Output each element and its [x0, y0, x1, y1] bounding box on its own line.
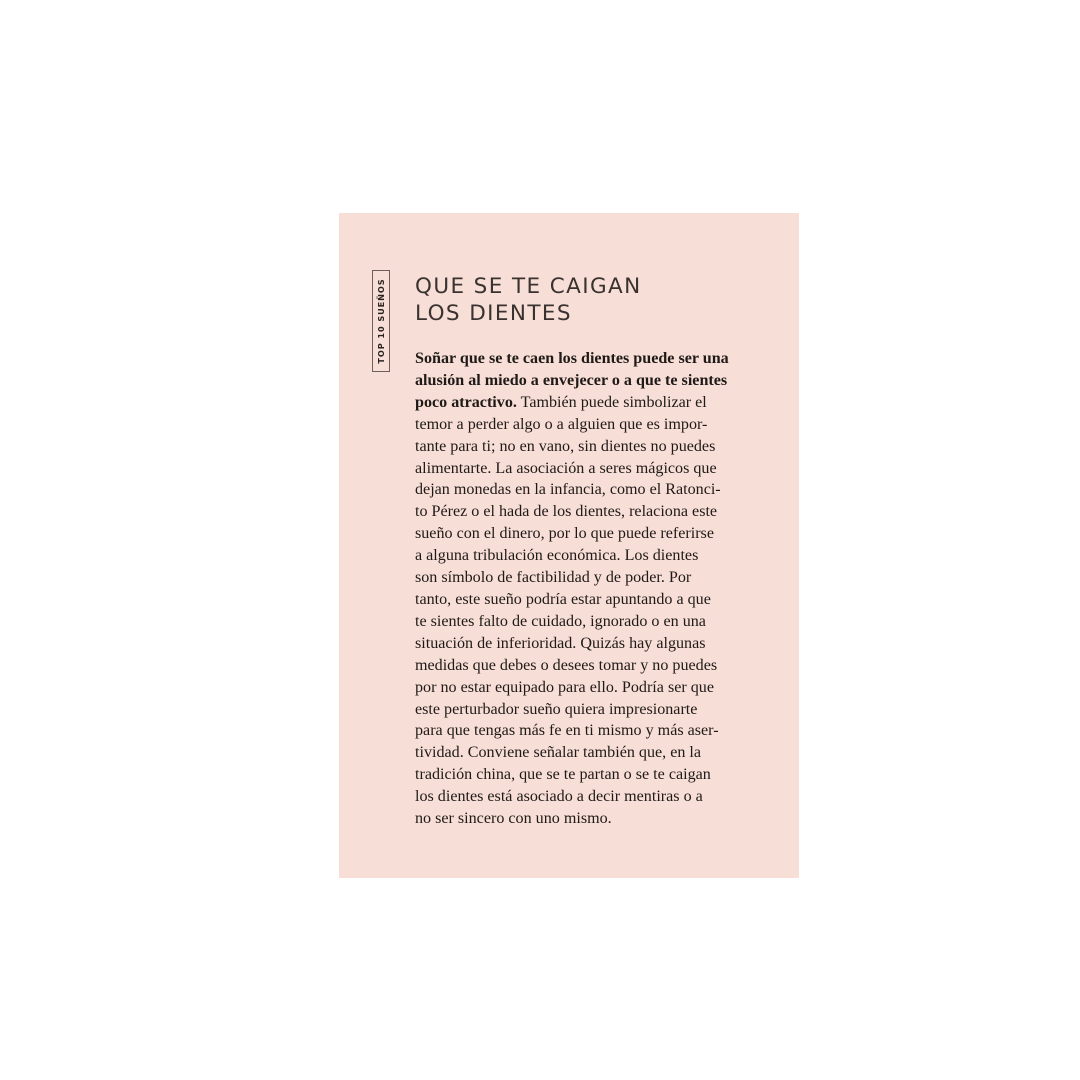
body-text-segment: También puede simbolizar el: [516, 393, 707, 411]
text-line: a alguna tribulación económica. Los dientes: [415, 547, 699, 565]
body-text: [415, 348, 745, 830]
text-line: alimentarte. La asociación a seres mágicos que: [415, 459, 717, 477]
section-tab: [372, 270, 390, 372]
text-line: situación de inferioridad. Quizás hay algunas: [415, 634, 706, 652]
text-line: dejan monedas en la infancia, como el Ratonci-: [415, 481, 721, 499]
text-line: por no estar equipado para ello. Podría ser que: [415, 678, 714, 696]
lead-text: alusión al miedo a envejecer o a que te sientes: [415, 371, 728, 389]
text-line: temor a perder algo o a alguien que es impor-: [415, 415, 708, 433]
section-tab-label: TOP 10 SUEÑOS: [376, 278, 386, 364]
text-line: [415, 392, 745, 414]
lead-text: Soñar que se te caen los dientes puede ser una: [415, 350, 729, 367]
title-line: LOS DIENTES: [415, 301, 572, 326]
text-line: no ser sincero con uno mismo.: [415, 810, 612, 828]
text-line: medidas que debes o desees tomar y no puedes: [415, 656, 718, 674]
text-line: este perturbador sueño quiera impresionarte: [415, 700, 698, 718]
text-line: para que tengas más fe en ti mismo y más aser-: [415, 722, 719, 740]
text-line: [415, 370, 745, 392]
text-line: sueño con el dinero, por lo que puede referirse: [415, 525, 714, 543]
text-line: tante para ti; no en vano, sin dientes no puedes: [415, 437, 716, 455]
text-line: tanto, este sueño podría estar apuntando a que: [415, 590, 711, 608]
text-line: [415, 348, 745, 370]
lead-text: poco atractivo.: [415, 393, 517, 411]
text-line: tradición china, que se te partan o se te caigan: [415, 766, 711, 784]
text-line: los dientes está asociado a decir mentiras o a: [415, 788, 703, 806]
text-line: son símbolo de factibilidad y de poder. Por: [415, 569, 692, 587]
text-line: tividad. Conviene señalar también que, en la: [415, 744, 702, 762]
page-title: [415, 273, 775, 327]
book-page: [339, 213, 799, 878]
text-line: te sientes falto de cuidado, ignorado o en una: [415, 612, 706, 630]
text-line: to Pérez o el hada de los dientes, relaciona este: [415, 503, 718, 521]
title-line: QUE SE TE CAIGAN: [415, 274, 642, 299]
